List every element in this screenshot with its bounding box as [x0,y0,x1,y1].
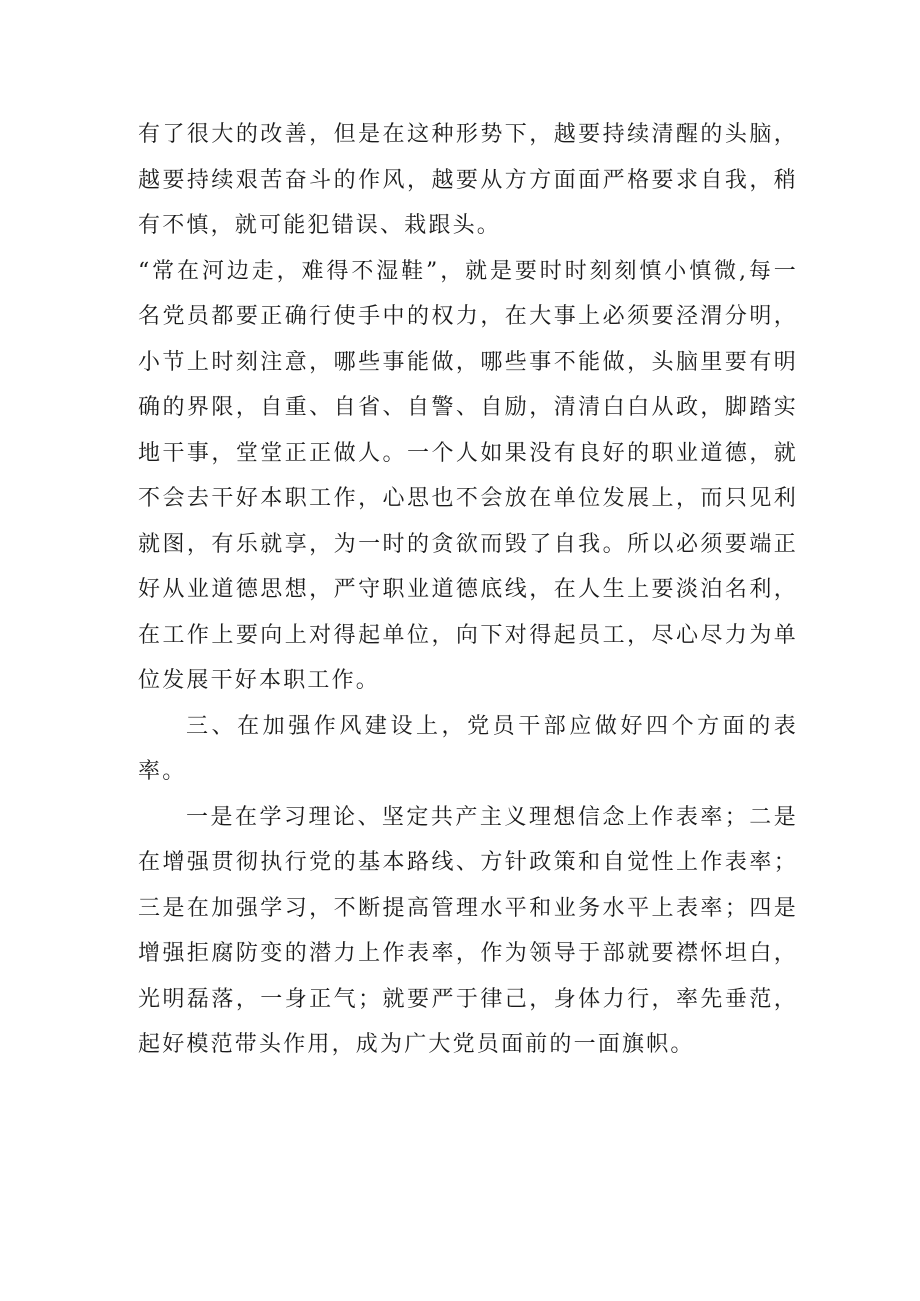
paragraph-quote: “常在河边走，难得不湿鞋”，就是要时时刻刻慎小慎微,每一名党员都要正确行使手中的权力，在大事上必须要泾渭分明，小节上时刻注意，哪些事能做，哪些事不能做，头脑里要有明确的界限，自重、自省、自警、自励，清清白白从政，脚踏实地干事，堂堂正正做人。一个人如果没有良好的职业道德，就不会去干好本职工作，心思也不会放在单位发展上，而只见利就图，有乐就享，为一时的贪欲而毁了自我。所以必须要端正好从业道德思想，严守职业道德底线，在人生上要淡泊名利，在工作上要向上对得起单位，向下对得起员工，尽心尽力为单位发展干好本职工作。 [138,258,798,693]
paragraph-four-examples: 一是在学习理论、坚定共产主义理想信念上作表率；二是在增强贯彻执行党的基本路线、方针政策和自觉性上作表率；三是在加强学习，不断提高管理水平和业务水平上表率；四是增强拒腐防变的潜力上作表率，作为领导于部就要襟怀坦白，光明磊落，一身正气；就要严于律己，身体力行，率先垂范，起好模范带头作用，成为广大党员面前的一面旗帜。 [138,804,798,1057]
section-heading: 三、在加强作风建设上，党员干部应做好四个方面的表率。 [138,713,798,784]
document-body [138,112,798,1068]
paragraph-continuation: 有了很大的改善，但是在这种形势下，越要持续清醒的头脑，越要持续艰苦奋斗的作风，越要从方方面面严格要求自我，稍有不慎，就可能犯错误、栽跟头。 [138,122,798,238]
